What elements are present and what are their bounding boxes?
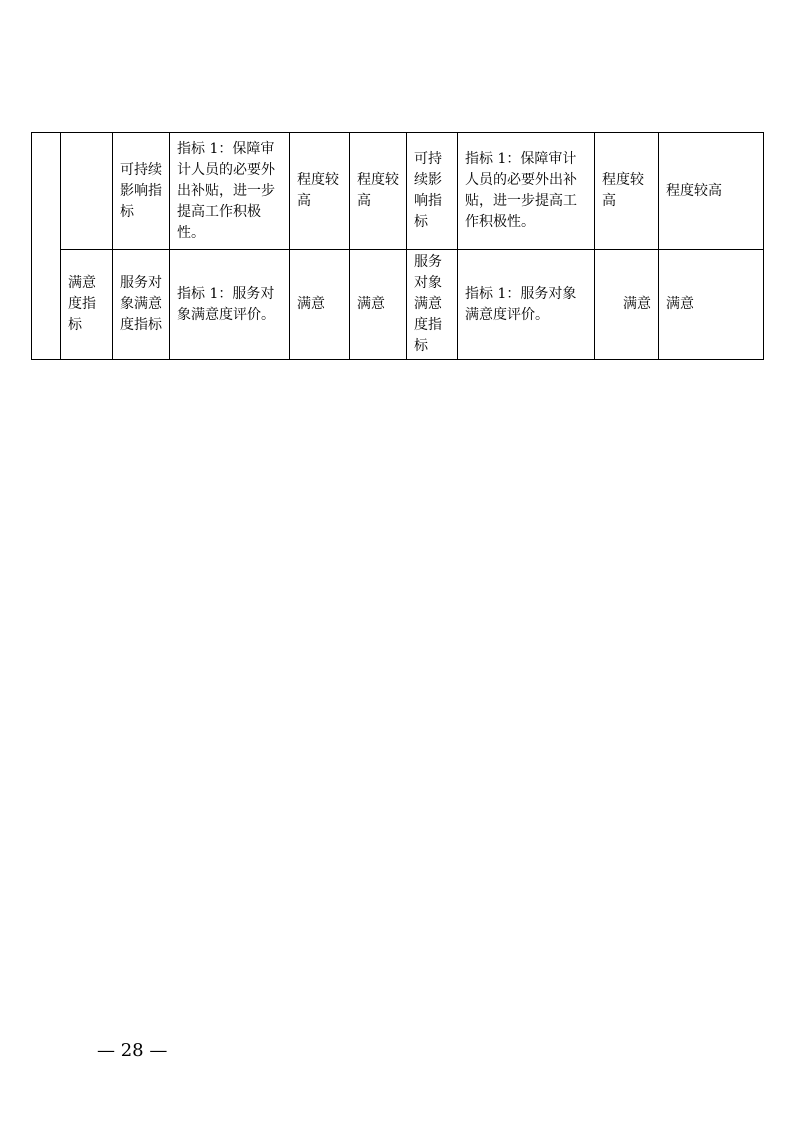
target-value-cell: 满意 [290, 250, 350, 360]
page-number: — 28 — [97, 1040, 168, 1061]
target-value-cell-b: 程度较高 [595, 133, 659, 250]
actual-value-cell-b: 程度较高 [659, 133, 764, 250]
table-row [32, 250, 764, 360]
level2-indicator-cell [61, 133, 113, 250]
target-value-cell-b: 满意 [595, 250, 659, 360]
level3-indicator-cell: 可持续影响指标 [113, 133, 170, 250]
actual-value-cell: 满意 [350, 250, 407, 360]
level3-indicator-cell-b: 可持续影响指标 [407, 133, 458, 250]
actual-value-cell-b: 满意 [659, 250, 764, 360]
actual-value-cell: 程度较高 [350, 133, 407, 250]
indicator-content-cell: 指标 1：保障审计人员的必要外出补贴，进一步提高工作积极性。 [170, 133, 290, 250]
table-row [32, 133, 764, 250]
indicator-content-cell: 指标 1：服务对象满意度评价。 [170, 250, 290, 360]
indicator-content-cell-b: 指标 1：保障审计人员的必要外出补贴，进一步提高工作积极性。 [458, 133, 595, 250]
performance-indicator-table [31, 132, 764, 360]
level1-indicator-cell [32, 133, 61, 360]
target-value-cell: 程度较高 [290, 133, 350, 250]
level3-indicator-cell-b: 服务对象满意度指标 [407, 250, 458, 360]
indicator-content-cell-b: 指标 1：服务对象满意度评价。 [458, 250, 595, 360]
level3-indicator-cell: 服务对象满意度指标 [113, 250, 170, 360]
level2-indicator-cell: 满意度指标 [61, 250, 113, 360]
